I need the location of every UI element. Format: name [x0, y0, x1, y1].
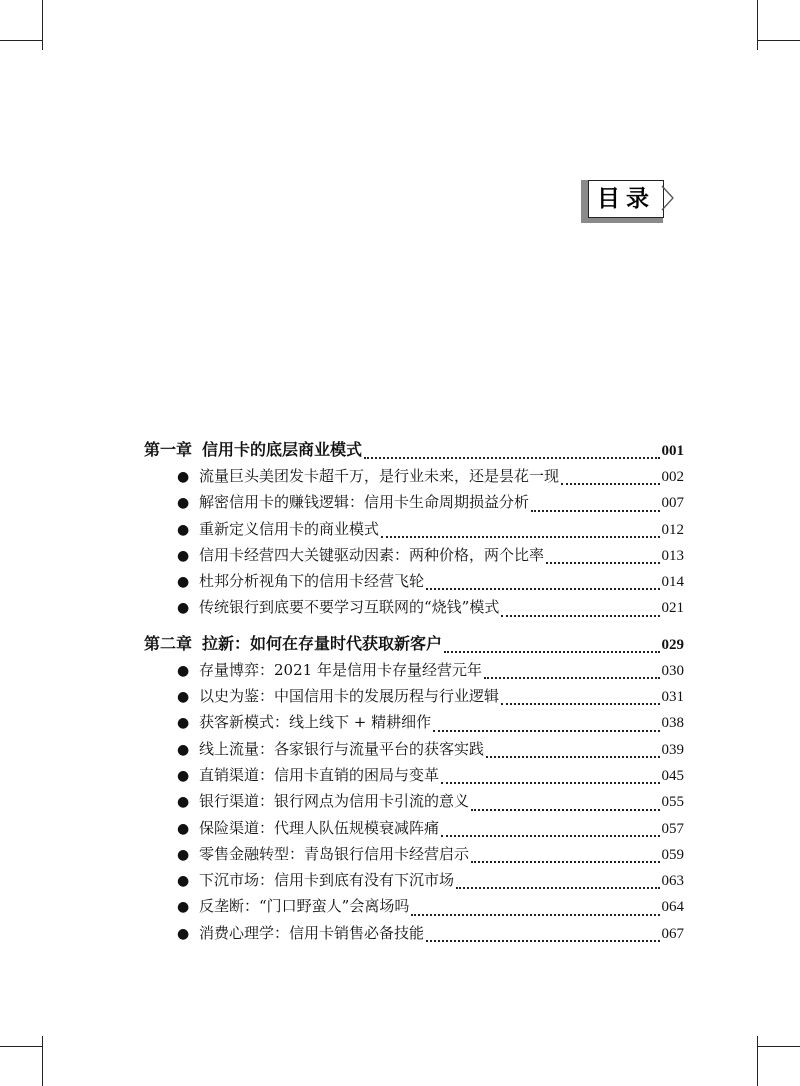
- bullet-icon: ●: [177, 495, 190, 512]
- chapter-heading[interactable]: [144, 437, 684, 465]
- dot-leader: [426, 588, 659, 590]
- dot-leader: [546, 562, 659, 564]
- bullet-icon: ●: [177, 820, 190, 837]
- entry-title: 下沉市场：信用卡到底有没有下沉市场: [199, 871, 455, 890]
- chapter-gap: [144, 623, 684, 631]
- dot-leader: [444, 651, 659, 653]
- toc-entry[interactable]: [144, 817, 684, 843]
- table-of-contents: [144, 437, 684, 948]
- entry-title: 银行渠道：银行网点为信用卡引流的意义: [199, 792, 470, 811]
- dot-leader: [433, 730, 659, 732]
- dot-leader: [426, 940, 659, 942]
- page-number: 067: [661, 925, 684, 942]
- bullet-icon: ●: [177, 873, 190, 890]
- dot-leader: [441, 835, 659, 837]
- entry-title: 直销渠道：信用卡直销的困局与变革: [199, 765, 440, 784]
- page-number: 039: [661, 741, 684, 758]
- page-number: 031: [661, 689, 684, 706]
- bullet-icon: ●: [177, 574, 190, 591]
- page-number: 045: [661, 767, 684, 784]
- page-number: 055: [661, 794, 684, 811]
- chapter-title: 拉新：如何在存量时代获取新客户: [202, 633, 443, 653]
- entry-title: 解密信用卡的赚钱逻辑：信用卡生命周期损益分析: [199, 493, 530, 512]
- page-number: 001: [661, 443, 684, 459]
- bullet-icon: ●: [177, 521, 190, 538]
- dot-leader: [484, 677, 660, 679]
- entry-title: 杜邦分析视角下的信用卡经营飞轮: [199, 572, 425, 591]
- page-number: 002: [661, 469, 684, 485]
- toc-entry[interactable]: [144, 790, 684, 816]
- toc-entry[interactable]: [144, 570, 684, 596]
- entry-title: 反垄断：“门口野蛮人”会离场吗: [199, 897, 410, 916]
- toc-entry[interactable]: [144, 738, 684, 764]
- dot-leader: [501, 615, 659, 617]
- toc-entry[interactable]: [144, 895, 684, 921]
- dot-leader: [531, 510, 659, 512]
- dot-leader: [411, 914, 659, 916]
- toc-entry[interactable]: [144, 922, 684, 948]
- entry-title: 传统银行到底要不要学习互联网的“烧钱”模式: [199, 598, 500, 617]
- page-number: 030: [661, 662, 684, 679]
- dot-leader: [561, 483, 659, 485]
- entry-title: 获客新模式：线上线下 + 精耕细作: [199, 713, 432, 732]
- page-number: 012: [661, 521, 684, 538]
- toc-entry[interactable]: [144, 544, 684, 570]
- bullet-icon: ●: [177, 741, 190, 758]
- dot-leader: [471, 809, 659, 811]
- page-number: 029: [661, 636, 684, 653]
- bullet-icon: ●: [177, 794, 190, 811]
- page-number: 007: [661, 495, 684, 512]
- toc-entry[interactable]: [144, 491, 684, 517]
- dot-leader: [364, 457, 659, 459]
- entry-title: 保险渠道：代理人队伍规模衰减阵痛: [199, 818, 440, 837]
- toc-entry[interactable]: [144, 596, 684, 622]
- chapter-heading[interactable]: [144, 631, 684, 659]
- page-number: 021: [661, 600, 684, 617]
- bullet-icon: ●: [177, 689, 190, 706]
- toc-entry[interactable]: [144, 685, 684, 711]
- dot-leader: [486, 756, 659, 758]
- toc-entry[interactable]: [144, 843, 684, 869]
- page-number: 038: [661, 715, 684, 732]
- entry-title: 零售金融转型：青岛银行信用卡经营启示: [199, 844, 470, 863]
- page-number: 059: [661, 846, 684, 863]
- page-number: 064: [661, 899, 684, 916]
- dot-leader: [456, 887, 659, 889]
- toc-entry[interactable]: [144, 659, 684, 685]
- bullet-icon: ●: [177, 547, 190, 564]
- chapter-title: 信用卡的底层商业模式: [202, 440, 363, 459]
- bullet-icon: ●: [177, 662, 190, 679]
- dot-leader: [441, 782, 659, 784]
- toc-entry[interactable]: [144, 711, 684, 737]
- dot-leader: [501, 703, 659, 705]
- page-number: 013: [661, 547, 684, 564]
- toc-entry[interactable]: [144, 518, 684, 544]
- entry-title: 流量巨头美团发卡超千万，是行业未来，还是昙花一现: [199, 467, 560, 485]
- bullet-icon: ●: [177, 600, 190, 617]
- toc-title-box: [588, 180, 678, 222]
- dot-leader: [471, 861, 659, 863]
- page-number: 014: [661, 574, 684, 591]
- entry-title: 消费心理学：信用卡销售必备技能: [199, 923, 425, 942]
- chevron-right-icon: [661, 184, 675, 212]
- bullet-icon: ●: [177, 767, 190, 784]
- bullet-icon: ●: [177, 899, 190, 916]
- dot-leader: [381, 536, 659, 538]
- entry-title: 信用卡经营四大关键驱动因素：两种价格，两个比率: [199, 545, 545, 564]
- entry-title: 重新定义信用卡的商业模式: [199, 519, 380, 538]
- toc-entry[interactable]: [144, 764, 684, 790]
- page-number: 057: [661, 820, 684, 837]
- entry-title: 线上流量：各家银行与流量平台的获客实践: [199, 739, 485, 758]
- entry-title: 以史为鉴：中国信用卡的发展历程与行业逻辑: [199, 687, 500, 706]
- chapter-number: 第一章: [144, 440, 193, 459]
- bullet-icon: ●: [177, 846, 190, 863]
- bullet-icon: ●: [177, 715, 190, 732]
- chapter-number: 第二章: [144, 633, 193, 653]
- toc-entry[interactable]: [144, 869, 684, 895]
- bullet-icon: ●: [177, 925, 190, 942]
- bullet-icon: ●: [177, 469, 190, 485]
- page-title: 目录: [588, 180, 664, 218]
- entry-title: 存量博弈：2021 年是信用卡存量经营元年: [199, 660, 482, 679]
- page-number: 063: [661, 873, 684, 890]
- toc-entry[interactable]: [144, 465, 684, 491]
